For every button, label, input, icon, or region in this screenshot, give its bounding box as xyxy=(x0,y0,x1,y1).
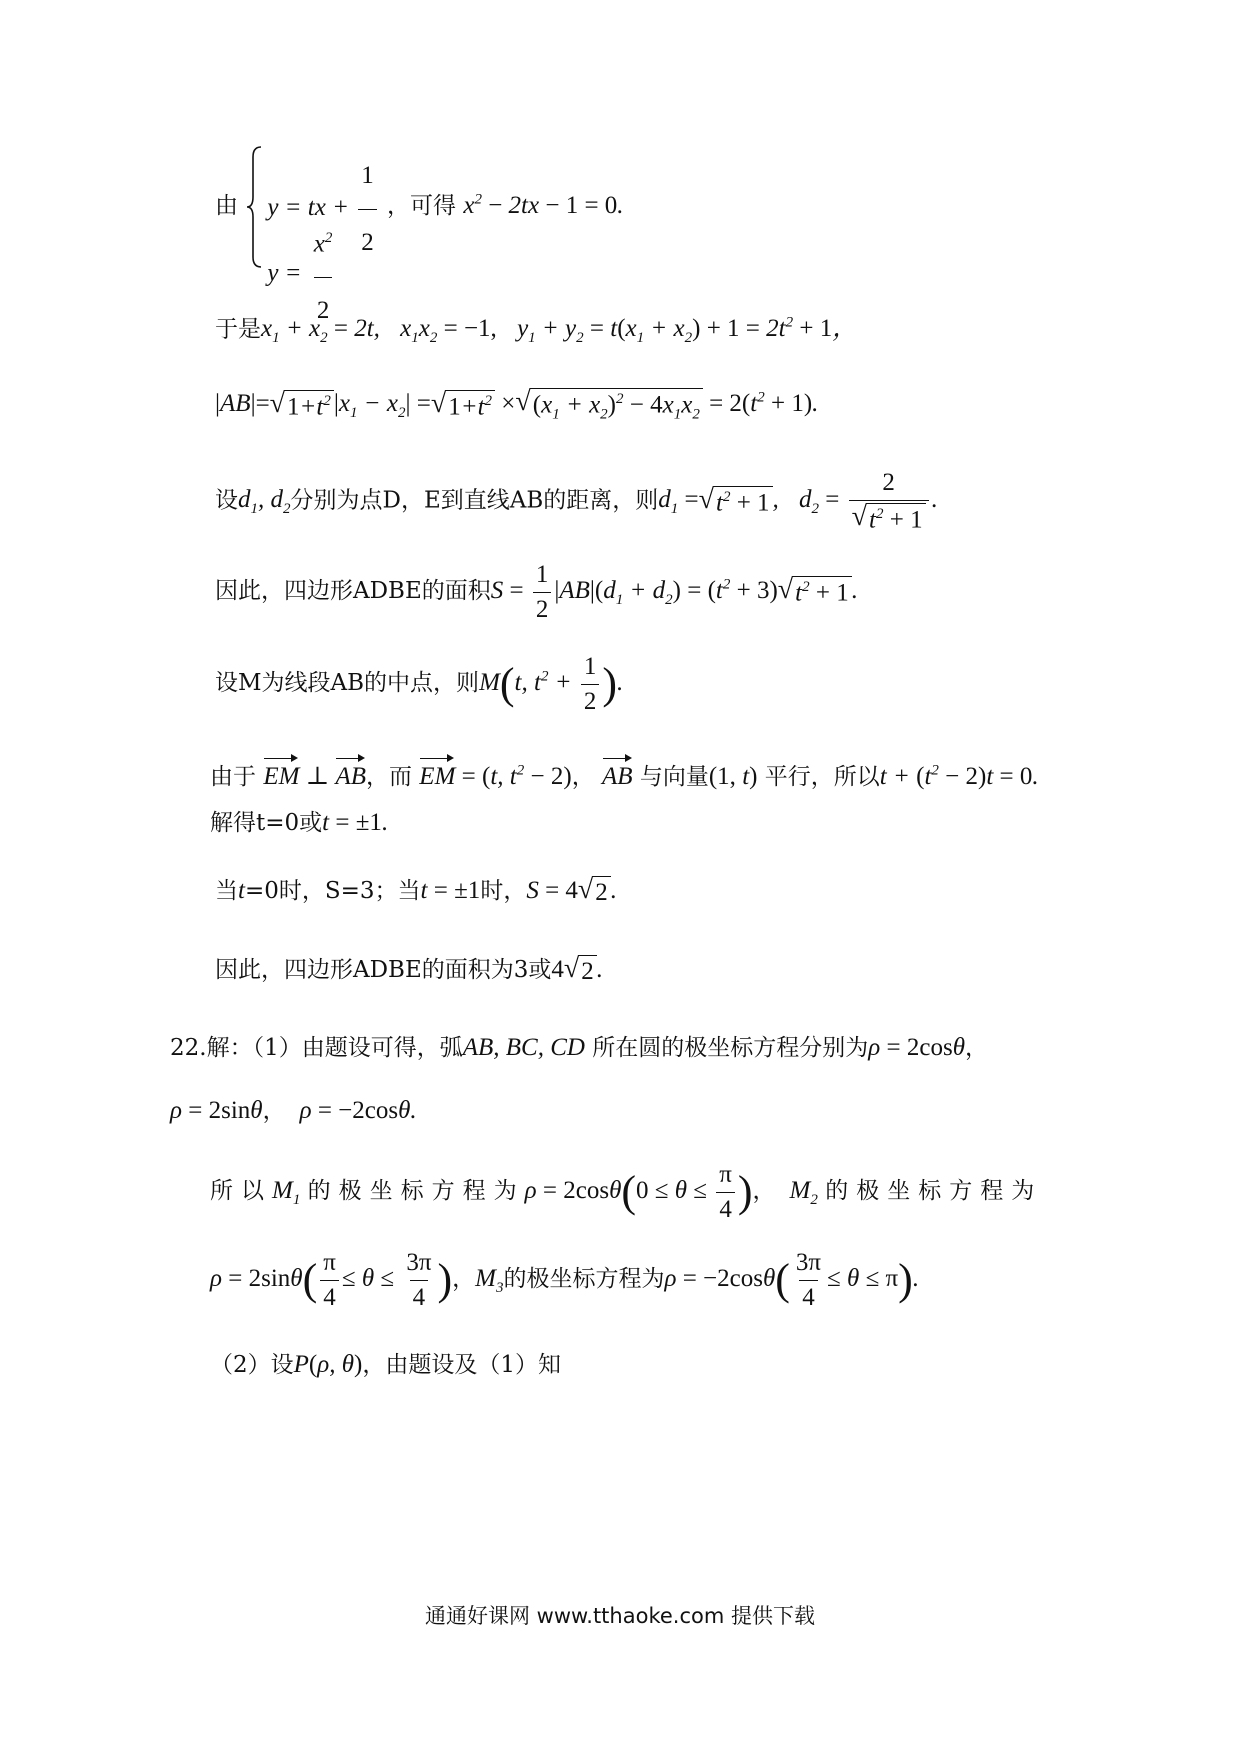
eq-row-1: y = tx + $\frac{1}{2}$ xyxy=(267,145,379,207)
midpoint-line xyxy=(215,652,623,717)
sqrt: √ $(x_1 + x_2)^2 - 4x_1x_2$ xyxy=(515,388,702,423)
sqrt: √ $t^2 + 1$ xyxy=(699,486,773,518)
formula: $M_3$ xyxy=(475,1265,504,1297)
formula: ρ = −2cosθ. xyxy=(299,1097,417,1124)
text-conclusion: 因此，四边形ADBE的面积为3或 xyxy=(215,957,552,983)
text-you: 由 xyxy=(215,193,238,219)
formula: (1, t) xyxy=(708,763,758,790)
vieta-line xyxy=(215,314,857,347)
eq-row-2: y = $\frac{x^2}{2}$ xyxy=(267,207,379,269)
formula: ρ = 2cosθ xyxy=(868,1034,965,1061)
formula: $M_1$ xyxy=(272,1177,301,1209)
sqrt: √ $t^2 + 1$ xyxy=(778,576,852,608)
area-line xyxy=(215,560,858,625)
q22-line-2: ρ = 2sinθ， ρ = −2cosθ. xyxy=(170,1097,417,1124)
formula: t = ±1 xyxy=(420,877,481,904)
text-part2-desc: ，由题设及（1）知 xyxy=(362,1352,561,1378)
text-er: ，而 xyxy=(365,764,412,790)
m2-m3-line: ρ = 2sinθ( $\frac{\pi}{4}$ ≤ θ ≤ $\frac{3\pi}{4}$ )，$M_3$的极坐标方程为ρ = −2cosθ( $\frac{3\pi}{4}$ ≤ θ ≤ π). xyxy=(210,1249,920,1311)
text-shi: 时， xyxy=(480,878,527,904)
formula: AB, BC, CD xyxy=(462,1034,585,1061)
fraction: $\frac{3\pi}{4}$ xyxy=(406,1249,432,1311)
cases-line xyxy=(215,876,617,908)
conclusion-line xyxy=(215,955,603,987)
formula: S = 4 √ 2 . xyxy=(526,874,618,907)
formula: t = ±1. xyxy=(322,809,389,836)
text-m3-desc: 的极坐标方程为 xyxy=(503,1266,665,1293)
text-q22: 22.解：（1）由题设可得，弧 xyxy=(170,1035,463,1061)
m1-line: 所以$M_1$ 的极坐标方程为ρ = 2cosθ(0 ≤ θ ≤ $\frac{\pi}{4}$ )， $M_2$ 的极坐标方程为 xyxy=(210,1161,1043,1223)
formula: $t + (t^2 - 2)t = 0$. xyxy=(879,762,1039,790)
formula: EM = (t, $t^2 - 2$) xyxy=(419,763,571,790)
sqrt: √ $1+t^2$ xyxy=(431,390,495,422)
fraction: $\frac{1}{2}$ xyxy=(533,560,552,625)
text-m1-desc: 的极坐标方程为 xyxy=(307,1178,525,1205)
left-brace-icon xyxy=(245,145,263,269)
fraction: $\frac{x^2}{2}$ xyxy=(311,207,336,342)
formula: ρ = 2cosθ(0 ≤ θ ≤ $\frac{\pi}{4}$ ) xyxy=(524,1161,753,1223)
text-kede: ，可得 xyxy=(387,193,457,219)
formula: t xyxy=(238,877,245,904)
formula: $d_1$, $d_2$ xyxy=(238,486,291,518)
text-q22-desc: 所在圆的极坐标方程分别为 xyxy=(592,1035,869,1061)
text-dang: 当 xyxy=(215,878,238,904)
formula: ρ = 2sinθ( $\frac{\pi}{4}$ ≤ θ ≤ $\frac{3\pi}{4}$ ) xyxy=(210,1249,453,1311)
formula: $x_1 + x_2 = 2t$, $x_1x_2 = -1$, $y_1 + y_2 = t(x_1 + x_2) + 1 = 2t^2 + 1$， xyxy=(261,315,858,347)
text-midpoint-desc: 设M为线段AB的中点，则 xyxy=(215,670,480,697)
formula: $x^2 - 2tx - 1 = 0$. xyxy=(463,191,624,219)
distance-line xyxy=(215,468,938,535)
text-suoyi: 所以 xyxy=(210,1178,272,1205)
formula: EM ⊥ AB xyxy=(263,763,366,790)
sqrt: √ 2 xyxy=(578,876,611,908)
sqrt: √ $1+t^2$ xyxy=(270,390,334,422)
ab-length-line xyxy=(215,388,818,423)
fraction: $\frac{1}{2}$ xyxy=(358,145,377,274)
fraction: $\frac{3\pi}{4}$ xyxy=(795,1249,822,1311)
equation-system-line xyxy=(215,145,624,325)
fraction: $\frac{\pi}{4}$ xyxy=(716,1160,735,1225)
formula: ρ = −2cosθ( $\frac{3\pi}{4}$ ≤ θ ≤ π). xyxy=(664,1249,920,1311)
brace-system xyxy=(245,145,379,325)
solve-line xyxy=(210,808,388,838)
formula: M(t, $t^2$ + $\frac{1}{2}$ ). xyxy=(479,653,624,715)
text-parallel: 平行，所以 xyxy=(764,764,880,790)
text-yuxiangliang: 与向量 xyxy=(639,764,709,790)
formula: $M_2$ xyxy=(789,1177,818,1209)
text-youyu: 由于 xyxy=(210,764,256,790)
formula: AB xyxy=(602,763,633,790)
fraction: $\frac{\pi}{4}$ xyxy=(320,1248,339,1313)
fraction: 2 √ $t^2 + 1$ xyxy=(849,468,929,535)
footer-watermark: 通通好课网 www.tthaoke.com 提供下载 xyxy=(425,1604,815,1628)
formula: P(ρ, θ) xyxy=(293,1351,363,1378)
text-case1: =0时，S=3；当 xyxy=(244,878,421,904)
text-distance-desc: 分别为点D，E到直线AB的距离，则 xyxy=(290,487,659,514)
formula: $d_1$ = √ $t^2 + 1$ , $d_2$ = 2 √ $t^2 + 1$ . xyxy=(658,469,938,534)
text-part2: （2）设 xyxy=(210,1352,294,1378)
sqrt: √ 2 xyxy=(564,955,597,987)
formula: ρ = 2sinθ xyxy=(170,1097,263,1124)
formula: S = $\frac{1}{2}$ $|AB|(d_1 + d_2) = (t^2 + 3)$ √ $t^2 + 1$ . xyxy=(490,561,858,623)
formula: 4 √ 2 . xyxy=(551,953,603,986)
fraction: $\frac{1}{2}$ xyxy=(581,652,600,717)
q22-line: 22.解：（1）由题设可得，弧AB, BC, CD 所在圆的极坐标方程分别为ρ = 2cosθ， xyxy=(170,1034,988,1061)
text-she: 设 xyxy=(215,487,238,514)
perpendicular-line: 由于 EM ⊥ AB，而 EM = (t, $t^2 - 2$)， AB 与向量(1, t) 平行，所以$t + (t^2 - 2)t = 0$. xyxy=(210,756,1039,792)
part2-line xyxy=(210,1350,561,1380)
text-yushi: 于是 xyxy=(215,316,261,343)
text-area-desc: 因此，四边形ADBE的面积 xyxy=(215,578,491,605)
text-solve: 解得t=0或 xyxy=(210,810,323,836)
text-m2-desc: 的极坐标方程为 xyxy=(825,1178,1043,1205)
formula: |AB|= √ $1+t^2$ $|x_1 - x_2|$ = √ $1+t^2$ × √ $(x_1 + x_2)^2 - 4x_1x_2$ = $2(t^2 + 1)$. xyxy=(215,386,819,423)
